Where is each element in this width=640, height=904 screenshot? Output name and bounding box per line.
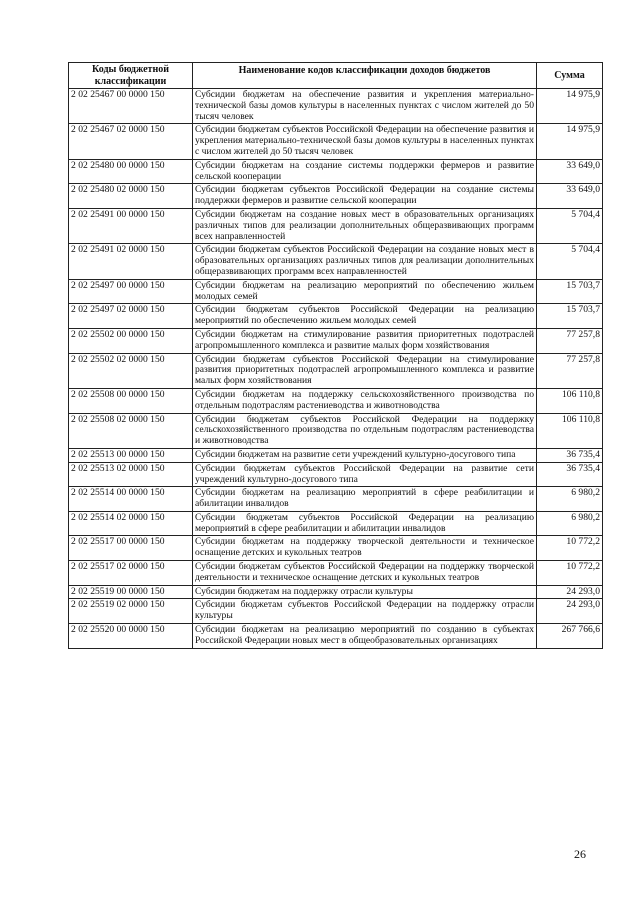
table-row <box>69 599 603 624</box>
row-amount: 36 735,4 <box>537 448 603 462</box>
row-name: Субсидии бюджетам субъектов Российской Федерации на обеспечение развития и укрепления материально-технической базы домов культуры в населенных пунктах с числом жителей до 50 тысяч человек <box>193 124 537 159</box>
table-row <box>69 462 603 487</box>
row-name: Субсидии бюджетам на реализацию мероприятий по созданию в субъектах Российской Федерации новых мест в общеобразовательных организациях <box>193 624 537 649</box>
row-code: 2 02 25508 02 0000 150 <box>69 413 193 448</box>
row-name: Субсидии бюджетам субъектов Российской Федерации на создание системы поддержки фермеров и развитие сельской кооперации <box>193 184 537 209</box>
header-name: Наименование кодов классификации доходов бюджетов <box>193 63 537 89</box>
row-code: 2 02 25467 00 0000 150 <box>69 89 193 124</box>
row-code: 2 02 25513 00 0000 150 <box>69 448 193 462</box>
row-code: 2 02 25502 00 0000 150 <box>69 328 193 353</box>
table-row <box>69 536 603 561</box>
row-name: Субсидии бюджетам на поддержку творческой деятельности и техническое оснащение детских и кукольных театров <box>193 536 537 561</box>
page-number: 26 <box>574 847 586 861</box>
row-amount: 6 980,2 <box>537 511 603 536</box>
row-amount: 33 649,0 <box>537 184 603 209</box>
row-amount: 14 975,9 <box>537 89 603 124</box>
row-code: 2 02 25467 02 0000 150 <box>69 124 193 159</box>
row-amount: 106 110,8 <box>537 413 603 448</box>
row-amount: 33 649,0 <box>537 159 603 184</box>
row-name: Субсидии бюджетам субъектов Российской Федерации на реализацию мероприятий в сфере реабилитации и абилитации инвалидов <box>193 511 537 536</box>
table-row <box>69 89 603 124</box>
row-amount: 77 257,8 <box>537 353 603 388</box>
table-row <box>69 448 603 462</box>
row-name: Субсидии бюджетам субъектов Российской Федерации на поддержку творческой деятельности и техническое оснащение детских и кукольных театров <box>193 561 537 586</box>
table-row <box>69 388 603 413</box>
budget-classification-table <box>68 62 603 649</box>
row-name: Субсидии бюджетам на развитие сети учреждений культурно-досугового типа <box>193 448 537 462</box>
row-name: Субсидии бюджетам на реализацию мероприятий по обеспечению жильем молодых семей <box>193 279 537 304</box>
row-code: 2 02 25491 00 0000 150 <box>69 208 193 243</box>
table-row <box>69 208 603 243</box>
row-amount: 77 257,8 <box>537 328 603 353</box>
table-row <box>69 487 603 512</box>
table-row <box>69 585 603 599</box>
row-name: Субсидии бюджетам на обеспечение развития и укрепления материально-технической базы домов культуры в населенных пунктах с числом жителей до 50 тысяч человек <box>193 89 537 124</box>
table-row <box>69 561 603 586</box>
header-code: Коды бюджетной классификации <box>69 63 193 89</box>
row-code: 2 02 25520 00 0000 150 <box>69 624 193 649</box>
table-row <box>69 413 603 448</box>
row-name: Субсидии бюджетам субъектов Российской Федерации на стимулирование развития приоритетных подотраслей агропромышленного комплекса и развитие малых форм хозяйствования <box>193 353 537 388</box>
row-code: 2 02 25497 00 0000 150 <box>69 279 193 304</box>
row-amount: 10 772,2 <box>537 536 603 561</box>
row-name: Субсидии бюджетам на поддержку отрасли культуры <box>193 585 537 599</box>
row-name: Субсидии бюджетам субъектов Российской Федерации на развитие сети учреждений культурно-досугового типа <box>193 462 537 487</box>
table-row <box>69 124 603 159</box>
row-code: 2 02 25517 00 0000 150 <box>69 536 193 561</box>
table-row <box>69 159 603 184</box>
table-header-row <box>69 63 603 89</box>
row-name: Субсидии бюджетам на создание новых мест в образовательных организациях различных типов для реализации дополнительных общеразвивающих программ всех направленностей <box>193 208 537 243</box>
row-code: 2 02 25514 00 0000 150 <box>69 487 193 512</box>
row-amount: 24 293,0 <box>537 585 603 599</box>
row-name: Субсидии бюджетам субъектов Российской Федерации на поддержку отрасли культуры <box>193 599 537 624</box>
table-row <box>69 304 603 329</box>
row-code: 2 02 25513 02 0000 150 <box>69 462 193 487</box>
row-code: 2 02 25497 02 0000 150 <box>69 304 193 329</box>
row-amount: 36 735,4 <box>537 462 603 487</box>
row-code: 2 02 25508 00 0000 150 <box>69 388 193 413</box>
row-amount: 6 980,2 <box>537 487 603 512</box>
table-row <box>69 328 603 353</box>
row-code: 2 02 25519 00 0000 150 <box>69 585 193 599</box>
row-amount: 5 704,4 <box>537 208 603 243</box>
table-row <box>69 511 603 536</box>
row-name: Субсидии бюджетам субъектов Российской Федерации на поддержку сельскохозяйственного производства по отдельным подотраслям растениеводства и животноводства <box>193 413 537 448</box>
row-code: 2 02 25519 02 0000 150 <box>69 599 193 624</box>
row-name: Субсидии бюджетам субъектов Российской Федерации на реализацию мероприятий по обеспечению жильем молодых семей <box>193 304 537 329</box>
row-amount: 15 703,7 <box>537 279 603 304</box>
row-code: 2 02 25480 00 0000 150 <box>69 159 193 184</box>
row-amount: 106 110,8 <box>537 388 603 413</box>
row-name: Субсидии бюджетам на стимулирование развития приоритетных подотраслей агропромышленного комплекса и развитие малых форм хозяйствования <box>193 328 537 353</box>
row-code: 2 02 25491 02 0000 150 <box>69 244 193 279</box>
table-row <box>69 353 603 388</box>
row-amount: 5 704,4 <box>537 244 603 279</box>
table-row <box>69 184 603 209</box>
row-amount: 267 766,6 <box>537 624 603 649</box>
header-amount: Сумма <box>537 63 603 89</box>
row-name: Субсидии бюджетам на создание системы поддержки фермеров и развитие сельской кооперации <box>193 159 537 184</box>
row-code: 2 02 25480 02 0000 150 <box>69 184 193 209</box>
table-row <box>69 244 603 279</box>
row-code: 2 02 25514 02 0000 150 <box>69 511 193 536</box>
row-amount: 24 293,0 <box>537 599 603 624</box>
row-name: Субсидии бюджетам субъектов Российской Федерации на создание новых мест в образовательных организациях различных типов для реализации дополнительных общеразвивающих программ всех направленностей <box>193 244 537 279</box>
row-amount: 14 975,9 <box>537 124 603 159</box>
table-row <box>69 624 603 649</box>
row-code: 2 02 25517 02 0000 150 <box>69 561 193 586</box>
row-name: Субсидии бюджетам на поддержку сельскохозяйственного производства по отдельным подотраслям растениеводства и животноводства <box>193 388 537 413</box>
row-amount: 10 772,2 <box>537 561 603 586</box>
row-amount: 15 703,7 <box>537 304 603 329</box>
table-row <box>69 279 603 304</box>
row-code: 2 02 25502 02 0000 150 <box>69 353 193 388</box>
row-name: Субсидии бюджетам на реализацию мероприятий в сфере реабилитации и абилитации инвалидов <box>193 487 537 512</box>
